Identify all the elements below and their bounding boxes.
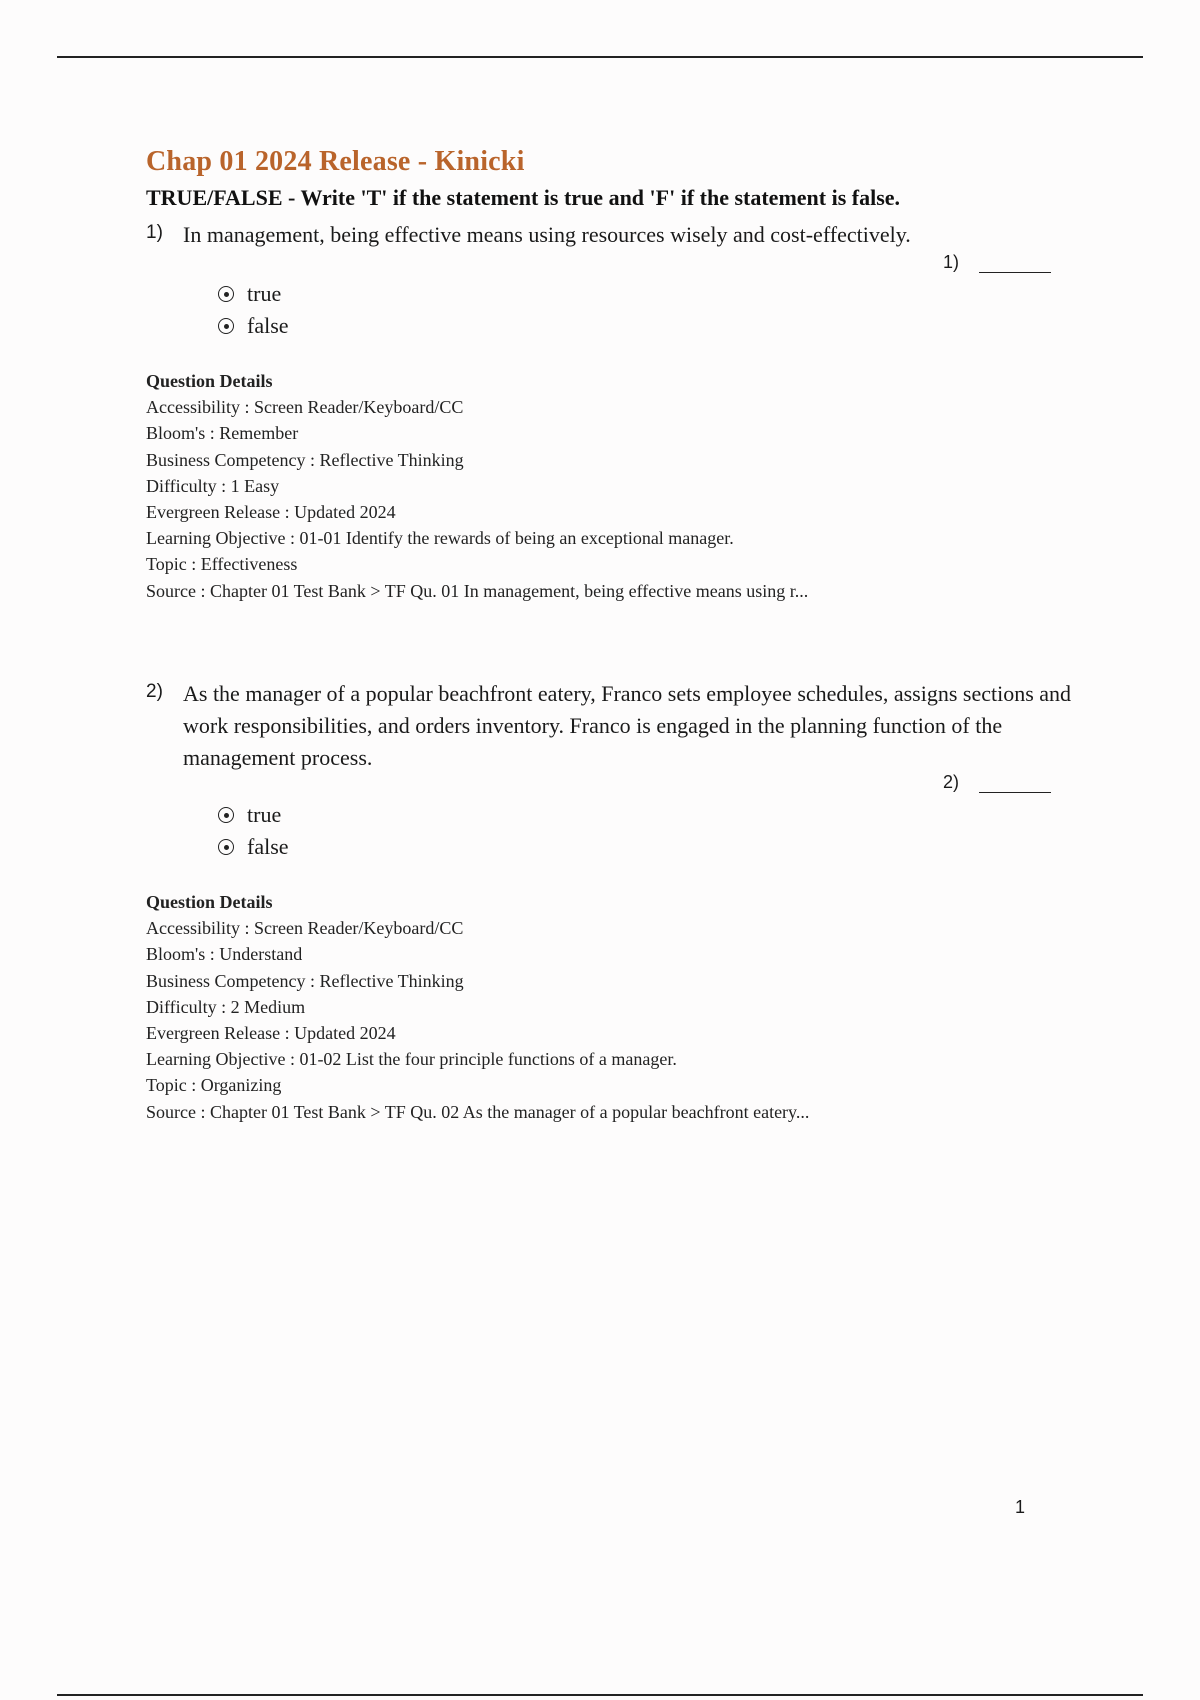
question-details [146,368,808,604]
answer-blank[interactable] [943,252,1051,273]
answer-number: 1) [943,252,960,272]
detail-source: Source : Chapter 01 Test Bank > TF Qu. 01 In management, being effective means using r... [146,580,809,601]
detail-evergreen-release: Evergreen Release : Updated 2024 [146,502,396,523]
detail-topic: Topic : Effectiveness [146,554,298,575]
option-label: false [247,834,289,859]
question-number: 2) [146,681,163,702]
top-rule [57,56,1143,58]
detail-evergreen-release: Evergreen Release : Updated 2024 [146,1023,396,1044]
detail-business-competency: Business Competency : Reflective Thinking [146,970,464,991]
question-details [146,889,809,1125]
detail-learning-objective: Learning Objective : 01-01 Identify the rewards of being an exceptional manager. [146,528,734,549]
detail-difficulty: Difficulty : 1 Easy [146,475,280,496]
bottom-rule [57,1694,1143,1696]
option-false[interactable] [218,831,289,863]
answer-options [218,799,289,863]
page-number: 1 [1015,1497,1026,1517]
detail-business-competency: Business Competency : Reflective Thinking [146,449,464,470]
detail-accessibility: Accessibility : Screen Reader/Keyboard/CC [146,918,464,939]
detail-accessibility: Accessibility : Screen Reader/Keyboard/CC [146,397,464,418]
question-number: 1) [146,222,163,243]
option-true[interactable] [218,799,289,831]
detail-difficulty: Difficulty : 2 Medium [146,996,306,1017]
detail-source: Source : Chapter 01 Test Bank > TF Qu. 02 As the manager of a popular beachfront eatery... [146,1101,810,1122]
answer-options [218,278,289,342]
option-false[interactable] [218,310,289,342]
details-title: Question Details [146,892,273,912]
option-label: true [247,802,282,827]
detail-learning-objective: Learning Objective : 01-02 List the four principle functions of a manager. [146,1049,677,1070]
radio-icon[interactable] [218,839,234,855]
radio-icon[interactable] [218,807,234,823]
detail-blooms: Bloom's : Remember [146,423,299,444]
answer-number: 2) [943,772,960,792]
radio-icon[interactable] [218,286,234,302]
option-label: true [247,281,282,306]
instructions: TRUE/FALSE - Write 'T' if the statement is true and 'F' if the statement is false. [146,185,901,210]
detail-blooms: Bloom's : Understand [146,944,303,965]
document-title: Chap 01 2024 Release - Kinicki [146,146,525,177]
answer-blank[interactable] [943,772,1051,793]
option-label: false [247,313,289,338]
detail-topic: Topic : Organizing [146,1075,282,1096]
option-true[interactable] [218,278,289,310]
details-title: Question Details [146,371,273,391]
radio-icon[interactable] [218,318,234,334]
question-text: In management, being effective means using resources wisely and cost-effectively. [183,222,911,247]
answer-line[interactable] [979,260,1051,273]
answer-line[interactable] [979,780,1051,793]
question-text: As the manager of a popular beachfront eatery, Franco sets employee schedules, assigns sections and work responsibilities, and orders inventory. Franco is engaged in the planning function of the management process. [183,681,1072,770]
